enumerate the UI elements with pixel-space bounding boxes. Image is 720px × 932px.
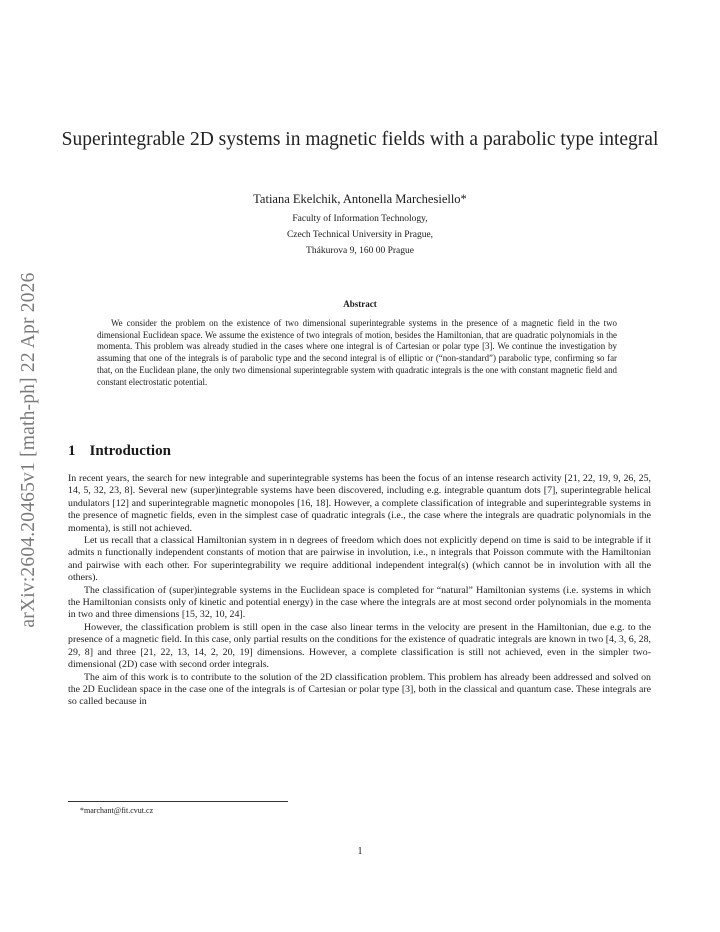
section-heading	[68, 443, 171, 460]
section-title: Introduction	[89, 443, 171, 459]
affiliation-line: Thákurova 9, 160 00 Prague	[306, 246, 414, 256]
arxiv-identifier-stamp	[6, 240, 52, 660]
body-text	[68, 473, 651, 709]
paragraph: However, the classification problem is still open in the case also linear terms in the velocity are present in the Hamiltonian, due e.g. to the presence of a magnetic field. In this case, only partial results on the conditions for the existence of quadratic integrals are known in two [4, 3, 6, 28, 29, 8] and three [21, 22, 13, 14, 2, 20, 19] dimensions. However, a complete classification is still not achieved, even in the simpler two-dimensional (2D) case with second order integrals.	[68, 621, 651, 671]
section-number: 1	[68, 443, 76, 459]
footnote: *marchant@fit.cvut.cz	[80, 806, 154, 815]
paper-title: Superintegrable 2D systems in magnetic fields with a parabolic type integral	[61, 129, 659, 150]
page-number: 1	[357, 846, 363, 857]
arxiv-identifier-text: arXiv:2604.20465v1 [math-ph] 22 Apr 2026	[18, 272, 39, 628]
affiliation-block	[60, 211, 660, 259]
abstract-heading: Abstract	[343, 299, 377, 309]
paragraph: Let us recall that a classical Hamiltonian system in n degrees of freedom which does not explicitly depend on time is said to be integrable if it admits n functionally independent constants of motion that are pairwise in involution, i.e., n integrals that Poisson commute with the Hamiltonian and pairwise with each other. For superintegrability we require additional independent integral(s) (which cannot be in involution with all the others).	[68, 535, 651, 584]
affiliation-line: Faculty of Information Technology,	[292, 214, 428, 224]
paragraph: The classification of (super)integrable systems in the Euclidean space is completed for “natural” Hamiltonian systems (i.e. systems in which the Hamiltonian consists only of kinetic and potential energy) in the case where the integrals are at most second order polynomials in the momenta in two and three dimensions [15, 32, 10, 24].	[68, 584, 651, 621]
paragraph: The aim of this work is to contribute to the solution of the 2D classification problem. This problem has already been addressed and solved on the 2D Euclidean space in the case one of the integrals is of Cartesian or polar type [3], both in the classical and quantum case. These integrals are so called because in	[68, 671, 651, 708]
paragraph: In recent years, the search for new integrable and superintegrable systems has been the focus of an intense research activity [21, 22, 19, 9, 26, 25, 14, 5, 32, 23, 8]. Several new (super)integrable systems have been discovered, including e.g. integrable quantum dots [7], superintegrable helical undulators [12] and superintegrable magnetic monopoles [16, 18]. However, a complete classification of integrable and superintegrable systems in the presence of magnetic fields, even in the simplest case of quadratic integrals (i.e., the case where the integrals are quadratic polynomials in the momenta), is still not achieved.	[68, 473, 651, 534]
affiliation-line: Czech Technical University in Prague,	[286, 230, 434, 240]
author-list: Tatiana Ekelchik, Antonella Marchesiello*	[253, 192, 467, 206]
footnote-divider	[68, 801, 288, 802]
abstract-text: We consider the problem on the existence of two dimensional superintegrable systems in the presence of a magnetic field in the two dimensional Euclidean space. We assume the existence of two integrals of motion, besides the Hamiltonian, that are quadratic polynomials in the momenta. This problem was already studied in the cases where one integral is of Cartesian or polar type [3]. We continue the investigation by assuming that one of the integrals is of parabolic type and the second integral is of elliptic or (“non-standard”) parabolic type, confirming so far that, on the Euclidean plane, the only two dimensional superintegrable system with quadratic integrals is the one with constant magnetic field and constant electrostatic potential.	[97, 318, 617, 387]
